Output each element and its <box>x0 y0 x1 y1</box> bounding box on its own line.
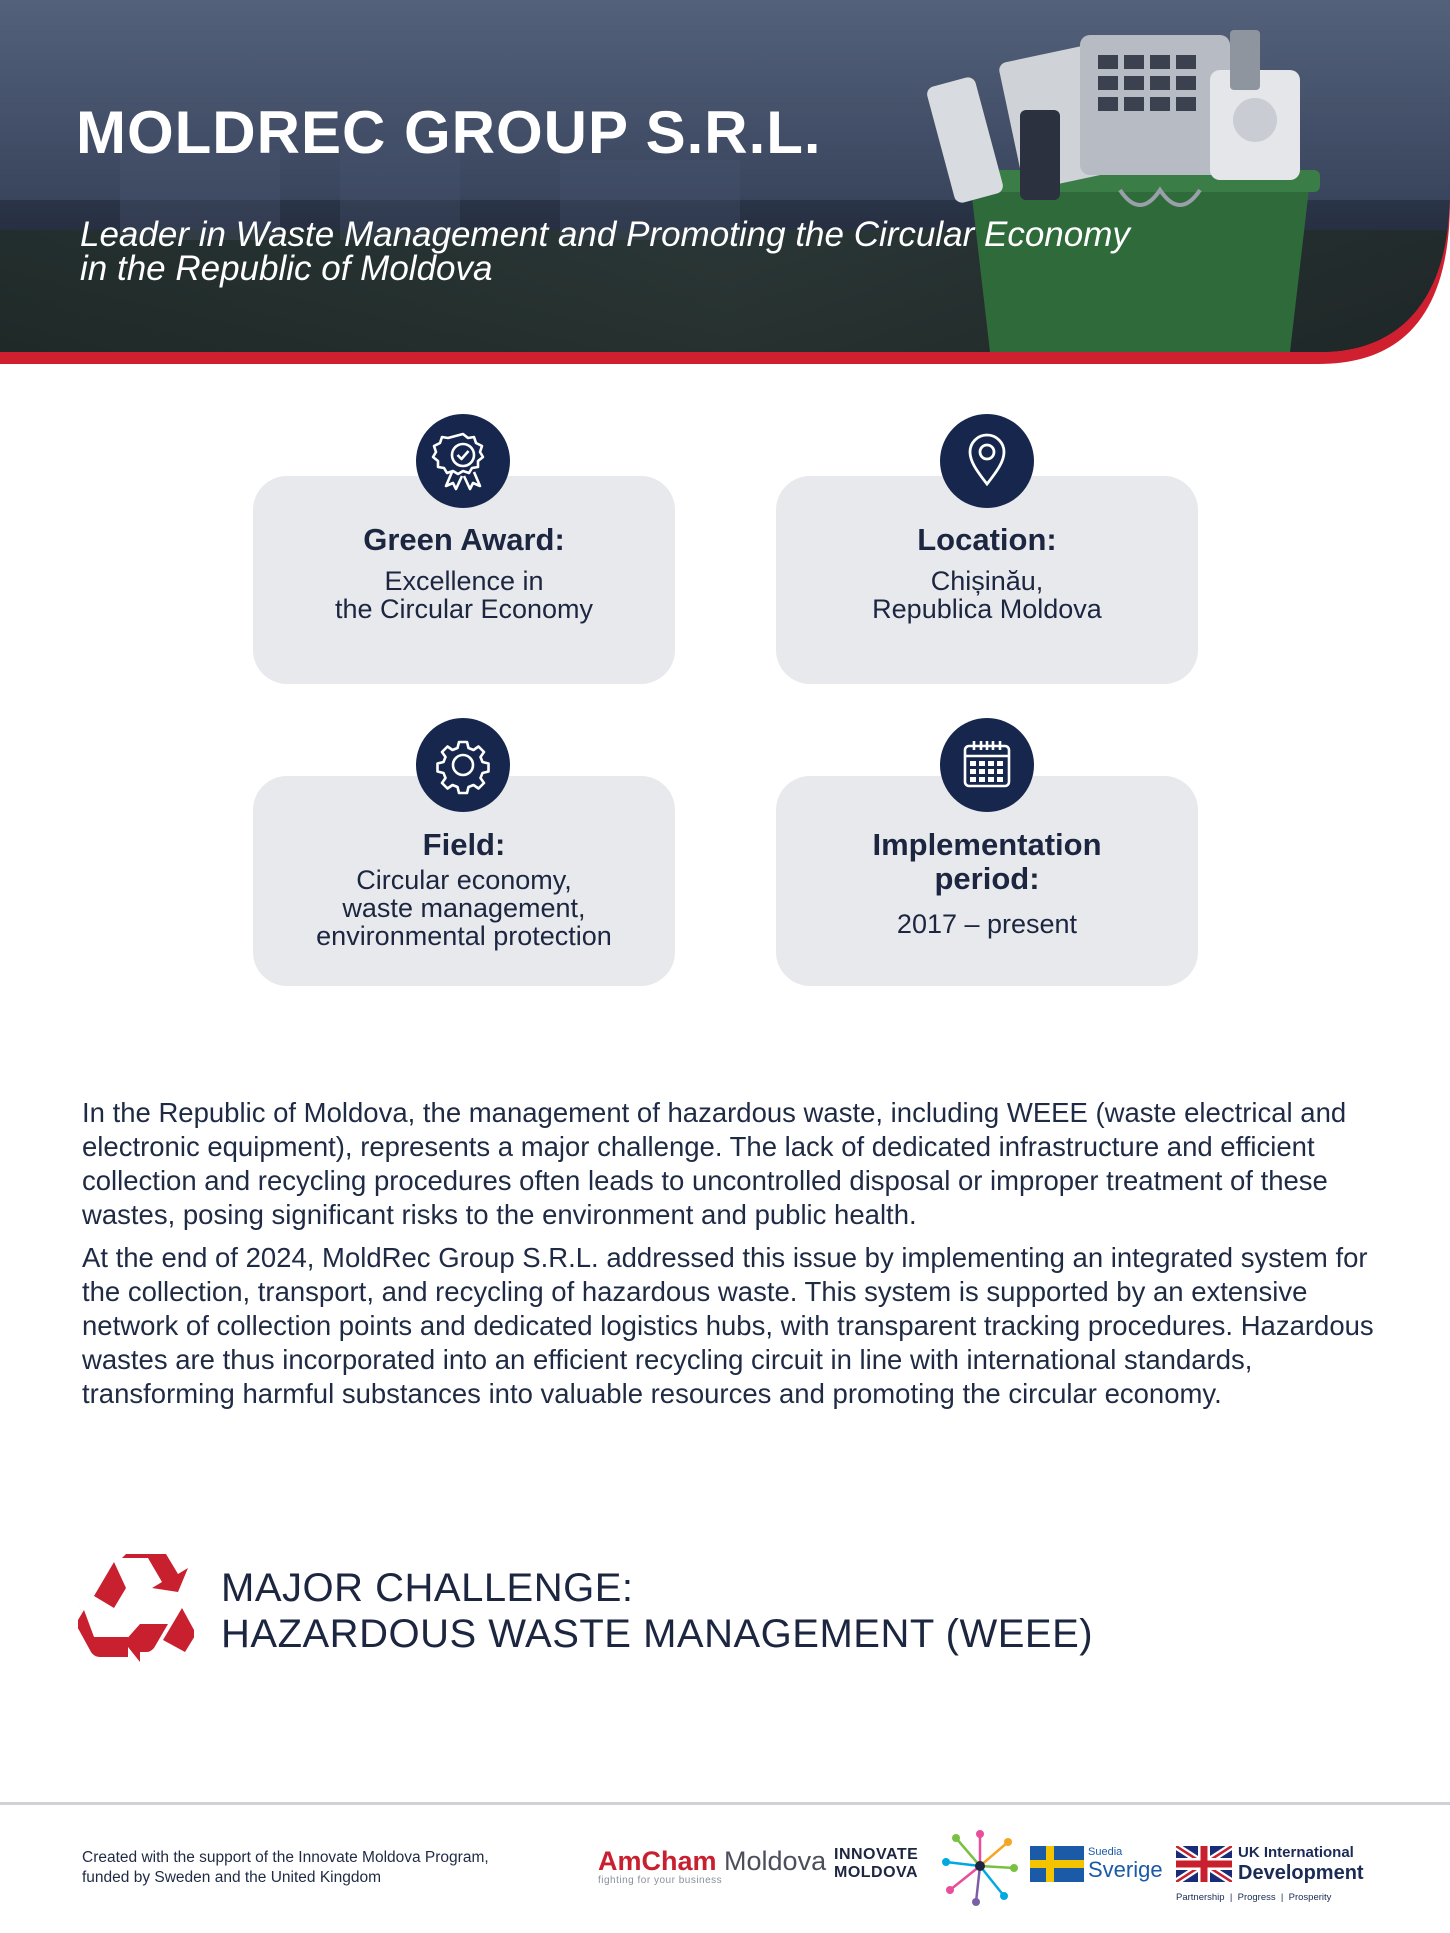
hero-background <box>0 0 1450 370</box>
hero-banner <box>0 0 1450 370</box>
card-heading-line: Implementation <box>872 827 1102 862</box>
uk-text <box>1238 1844 1378 1884</box>
amcham-brand-rest: Moldova <box>716 1846 827 1876</box>
uk-line: UK International <box>1238 1844 1354 1861</box>
body-text <box>82 1096 1382 1411</box>
challenge-title-line: HAZARDOUS WASTE MANAGEMENT (WEEE) <box>221 1612 1094 1656</box>
footer-credit <box>82 1848 602 1888</box>
card-value-line: the Circular Economy <box>334 594 594 624</box>
card-heading: Field: <box>422 827 506 862</box>
amcham-brand-bold: AmCham <box>598 1846 717 1876</box>
footer-divider <box>0 1802 1450 1805</box>
subtitle-line: Leader in Waste Management and Promoting the Circular Economy <box>80 215 1130 254</box>
innovate-moldova-logo <box>834 1846 918 1882</box>
amcham-tagline: fighting for your business <box>598 1875 723 1886</box>
amcham-moldova-logo <box>598 1846 826 1886</box>
card-value-line: Circular economy, <box>356 865 572 895</box>
card-value <box>253 567 675 623</box>
card-heading: Location: <box>917 522 1057 557</box>
calendar-icon <box>940 718 1034 812</box>
amcham-brand <box>598 1846 826 1877</box>
challenge-title <box>221 1565 1093 1657</box>
uk-international-development-logo <box>1176 1844 1364 1903</box>
challenge-title-line: MAJOR CHALLENGE: <box>221 1566 634 1610</box>
sweden-flag-icon <box>1030 1846 1084 1882</box>
card-value <box>776 910 1198 938</box>
page-subtitle <box>80 215 1280 288</box>
card-heading <box>776 828 1198 896</box>
body-paragraph: At the end of 2024, MoldRec Group S.R.L. addressed this issue by implementing an integrated system for the collection, transport, and recycling of hazardous waste. This system is supported by an extensive network of collection points and dedicated logistics hubs, with transparent tracking procedures. Hazardous wastes are thus incorporated into an efficient recycling circuit in line with international standards, transforming harmful substances into valuable resources and promoting the circular economy. <box>82 1242 1374 1409</box>
footer-credit-line: Created with the support of the Innovate Moldova Program, <box>82 1849 489 1866</box>
gear-icon <box>416 718 510 812</box>
subtitle-line: in the Republic of Moldova <box>80 249 493 288</box>
card-value-line: 2017 – present <box>896 909 1078 939</box>
card-value-line: environmental protection <box>316 921 612 951</box>
recycle-icon <box>78 1554 194 1669</box>
sweden-logo <box>1030 1846 1163 1887</box>
innovate-line: INNOVATE <box>834 1846 919 1863</box>
uk-line: Development <box>1238 1862 1364 1884</box>
card-value-line: Excellence in <box>384 566 544 596</box>
location-pin-icon <box>940 414 1034 508</box>
card-value-line: waste management, <box>342 893 586 923</box>
card-value <box>776 567 1198 623</box>
footer-credit-line: funded by Sweden and the United Kingdom <box>82 1869 382 1886</box>
innovate-network-icon <box>940 1826 1020 1911</box>
body-paragraph: In the Republic of Moldova, the management of hazardous waste, including WEEE (waste electrical and electronic equipment), represents a major challenge. The lack of dedicated infrastructure and efficient collection and recycling procedures often leads to uncontrolled disposal or improper treatment of these wastes, posing significant risks to the environment and public health. <box>82 1097 1347 1230</box>
sweden-big-text: Sverige <box>1088 1857 1163 1882</box>
card-value-line: Chișinău, <box>930 566 1044 596</box>
award-badge-icon <box>416 414 510 508</box>
innovate-line: MOLDOVA <box>834 1864 919 1881</box>
card-value <box>253 866 675 950</box>
uk-tagline: Partnership | Progress | Prosperity <box>1176 1892 1332 1903</box>
sweden-small-text: Suedia <box>1088 1846 1123 1858</box>
page-title: MOLDREC GROUP S.R.L. <box>76 99 822 166</box>
uk-flag-icon <box>1176 1846 1232 1882</box>
card-value-line: Republica Moldova <box>872 594 1102 624</box>
sweden-text <box>1088 1846 1168 1882</box>
card-heading-line: period: <box>934 861 1040 896</box>
card-heading: Green Award: <box>363 522 565 557</box>
